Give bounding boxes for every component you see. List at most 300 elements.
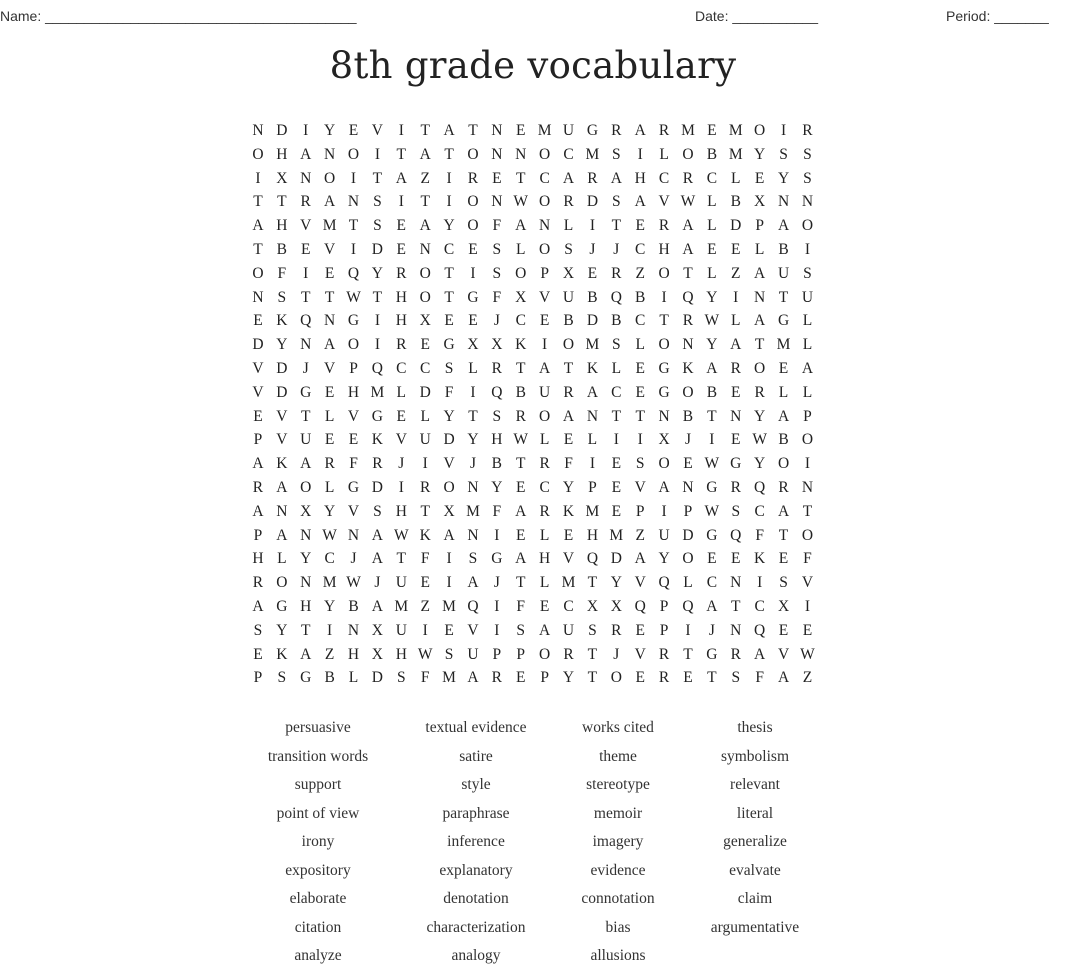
grid-letter: L	[516, 240, 526, 258]
grid-letter: T	[707, 407, 717, 425]
grid-letter: N	[324, 145, 336, 163]
grid-letter: R	[324, 455, 335, 473]
grid-letter: M	[370, 383, 385, 401]
grid-letter: T	[444, 145, 454, 163]
grid-letter: M	[394, 597, 409, 615]
grid-letter: V	[395, 431, 407, 449]
grid-letter: N	[347, 526, 360, 544]
grid-letter: H	[539, 550, 551, 568]
period-field[interactable]: Period: _______	[946, 8, 1049, 24]
grid-letter: P	[540, 264, 549, 282]
grid-letter: H	[658, 240, 670, 258]
word-list-item: expository	[285, 861, 351, 879]
grid-letter: S	[444, 359, 454, 377]
grid-row	[246, 286, 822, 310]
grid-letter: I	[446, 193, 452, 211]
grid-letter: V	[252, 359, 264, 377]
grid-letter: Y	[371, 264, 383, 282]
grid-letter: E	[778, 359, 789, 377]
grid-letter: I	[327, 621, 333, 639]
grid-letter: O	[801, 431, 814, 449]
grid-letter: P	[540, 669, 549, 687]
grid-letter: Q	[467, 597, 479, 615]
grid-letter: V	[324, 359, 336, 377]
grid-letter: O	[515, 264, 527, 282]
grid-letter: R	[658, 669, 670, 687]
grid-letter: X	[562, 264, 575, 282]
grid-letter: S	[373, 193, 382, 211]
grid-letter: U	[777, 264, 790, 282]
grid-letter: E	[516, 526, 526, 544]
grid-letter: L	[683, 574, 693, 592]
grid-letter: W	[393, 526, 409, 544]
grid-letter: V	[252, 383, 264, 401]
grid-letter: S	[468, 550, 478, 568]
grid-letter: E	[563, 431, 574, 449]
grid-letter: E	[731, 431, 741, 449]
grid-letter: Q	[634, 597, 646, 615]
grid-letter: L	[802, 312, 813, 330]
grid-row	[246, 452, 822, 476]
grid-letter: B	[348, 597, 359, 615]
grid-letter: A	[706, 597, 718, 615]
grid-letter: Q	[754, 478, 766, 496]
date-field[interactable]: Date: ___________	[695, 8, 818, 24]
grid-letter: Y	[706, 336, 718, 354]
grid-letter: T	[420, 122, 430, 139]
grid-row	[246, 167, 822, 191]
grid-letter: H	[252, 550, 264, 568]
grid-letter: E	[516, 669, 526, 687]
grid-letter: G	[491, 550, 503, 568]
grid-letter: X	[754, 193, 766, 211]
word-list-item: evalvate	[729, 861, 781, 879]
grid-letter: O	[467, 145, 479, 163]
grid-letter: K	[515, 336, 527, 354]
grid-letter: A	[706, 359, 718, 377]
grid-letter: H	[491, 431, 503, 449]
grid-letter: N	[491, 193, 503, 211]
grid-letter: A	[371, 597, 383, 615]
word-list-item: connotation	[581, 890, 655, 907]
grid-letter: S	[444, 645, 454, 663]
grid-letter: O	[539, 193, 551, 211]
grid-letter: R	[252, 478, 264, 496]
word-list-item: citation	[294, 918, 342, 936]
grid-row	[246, 524, 822, 548]
grid-letter: D	[371, 669, 383, 687]
grid-letter: R	[563, 193, 574, 211]
grid-letter: R	[467, 169, 479, 187]
grid-letter: N	[300, 574, 312, 592]
grid-letter: Y	[562, 478, 575, 496]
grid-letter: W	[322, 526, 337, 544]
grid-letter: S	[731, 502, 741, 520]
grid-letter: V	[777, 645, 790, 663]
grid-letter: I	[422, 621, 428, 639]
grid-letter: R	[563, 383, 574, 401]
grid-letter: L	[778, 383, 789, 401]
grid-letter: P	[253, 669, 263, 687]
grid-letter: O	[562, 336, 575, 354]
grid-letter: T	[587, 669, 598, 687]
grid-letter: H	[276, 145, 288, 163]
word-list-item: stereotype	[586, 776, 650, 793]
grid-letter: A	[610, 169, 622, 187]
grid-letter: A	[730, 336, 742, 354]
word-list-item: support	[294, 776, 342, 793]
grid-row	[246, 381, 822, 405]
grid-letter: B	[778, 431, 789, 449]
grid-letter: X	[515, 288, 527, 306]
grid-letter: A	[276, 526, 288, 544]
grid-letter: A	[539, 621, 551, 639]
grid-letter: T	[300, 407, 311, 425]
grid-letter: E	[444, 621, 454, 639]
grid-letter: T	[444, 288, 454, 306]
grid-letter: A	[682, 240, 694, 258]
grid-letter: L	[611, 359, 622, 377]
grid-letter: I	[589, 455, 595, 473]
grid-letter: C	[324, 550, 335, 568]
grid-letter: H	[395, 645, 407, 663]
grid-letter: T	[516, 169, 526, 187]
grid-letter: A	[634, 550, 646, 568]
grid-letter: B	[491, 455, 503, 473]
word-list-item: theme	[599, 747, 637, 765]
grid-letter: R	[658, 217, 670, 235]
grid-letter: L	[396, 383, 407, 401]
grid-letter: T	[300, 621, 311, 639]
grid-letter: L	[802, 336, 813, 354]
word-list-item: argumentative	[710, 918, 800, 936]
grid-letter: F	[492, 217, 502, 235]
grid-letter: O	[419, 264, 431, 282]
grid-letter: U	[562, 122, 575, 139]
grid-letter: A	[252, 217, 264, 235]
grid-letter: T	[468, 407, 478, 425]
grid-letter: G	[706, 645, 718, 663]
grid-letter: I	[350, 240, 357, 258]
grid-letter: Q	[371, 359, 383, 377]
grid-letter: A	[562, 169, 575, 187]
grid-letter: E	[348, 431, 359, 449]
grid-letter: S	[253, 621, 263, 639]
grid-letter: Y	[610, 574, 622, 592]
grid-letter: E	[516, 122, 526, 139]
grid-letter: T	[253, 193, 263, 211]
grid-letter: O	[539, 145, 551, 163]
grid-letter: T	[396, 145, 407, 163]
grid-letter: Y	[324, 502, 336, 520]
grid-letter: B	[515, 383, 526, 401]
grid-letter: O	[658, 264, 670, 282]
grid-letter: G	[300, 669, 312, 687]
grid-letter: E	[539, 597, 550, 615]
grid-letter: M	[322, 574, 337, 592]
grid-letter: C	[396, 359, 407, 377]
grid-letter: K	[562, 502, 575, 520]
grid-letter: O	[443, 478, 455, 496]
grid-letter: U	[467, 645, 479, 663]
grid-letter: D	[419, 383, 431, 401]
grid-letter: U	[395, 621, 407, 639]
grid-letter: O	[467, 193, 479, 211]
grid-letter: I	[446, 550, 452, 568]
grid-letter: P	[349, 359, 358, 377]
grid-row	[246, 571, 822, 595]
grid-letter: N	[682, 336, 694, 354]
grid-letter: V	[539, 288, 551, 306]
grid-letter: E	[707, 122, 717, 139]
grid-letter: I	[780, 122, 787, 139]
grid-letter: B	[635, 288, 646, 306]
grid-letter: W	[704, 455, 720, 473]
grid-letter: I	[613, 431, 619, 449]
grid-letter: G	[467, 288, 479, 306]
grid-letter: X	[467, 336, 479, 354]
grid-letter: X	[371, 645, 383, 663]
grid-letter: A	[324, 336, 336, 354]
grid-letter: Y	[324, 122, 336, 139]
grid-letter: J	[708, 621, 715, 639]
grid-letter: L	[802, 383, 813, 401]
grid-letter: N	[730, 574, 742, 592]
name-field[interactable]: Name: ________________________________________	[0, 8, 357, 24]
grid-letter: V	[634, 645, 646, 663]
grid-letter: O	[682, 383, 694, 401]
grid-row	[246, 476, 822, 500]
grid-letter: E	[420, 574, 430, 592]
grid-letter: A	[539, 359, 551, 377]
grid-letter: G	[371, 407, 383, 425]
grid-letter: D	[371, 240, 383, 258]
grid-letter: E	[635, 359, 645, 377]
word-list-item: allusions	[590, 947, 646, 964]
grid-letter: Q	[730, 526, 742, 544]
grid-letter: N	[777, 193, 790, 211]
grid-letter: N	[276, 502, 288, 520]
grid-letter: C	[635, 240, 646, 258]
grid-letter: I	[470, 264, 476, 282]
grid-letter: L	[635, 336, 645, 354]
word-list-item: persuasive	[285, 719, 351, 736]
grid-letter: G	[777, 312, 790, 330]
grid-letter: E	[635, 669, 645, 687]
grid-letter: E	[324, 264, 335, 282]
grid-letter: S	[779, 145, 788, 163]
grid-letter: M	[681, 122, 695, 139]
word-list-row	[0, 714, 1066, 743]
grid-letter: D	[610, 550, 622, 568]
grid-letter: G	[658, 383, 670, 401]
grid-letter: R	[515, 407, 526, 425]
grid-letter: A	[395, 169, 407, 187]
grid-letter: I	[494, 597, 500, 615]
grid-row	[246, 143, 822, 167]
grid-letter: M	[585, 145, 600, 163]
grid-letter: O	[658, 455, 670, 473]
grid-letter: E	[778, 550, 789, 568]
grid-letter: U	[419, 431, 431, 449]
grid-letter: A	[324, 193, 336, 211]
grid-letter: S	[492, 264, 502, 282]
grid-letter: X	[586, 597, 599, 615]
grid-letter: E	[396, 240, 407, 258]
grid-letter: Q	[682, 597, 694, 615]
grid-letter: I	[398, 122, 404, 139]
grid-letter: Y	[706, 288, 718, 306]
grid-letter: V	[347, 502, 360, 520]
grid-letter: A	[754, 645, 766, 663]
grid-letter: Q	[347, 264, 360, 282]
grid-letter: R	[252, 574, 264, 592]
grid-letter: I	[398, 478, 404, 496]
grid-letter: S	[803, 169, 812, 187]
grid-letter: L	[324, 478, 335, 496]
word-list-row	[0, 914, 1066, 943]
grid-letter: A	[252, 502, 264, 520]
grid-letter: A	[443, 122, 455, 139]
grid-letter: I	[661, 288, 667, 306]
grid-letter: E	[587, 264, 598, 282]
word-list-item: symbolism	[720, 747, 790, 765]
grid-letter: F	[420, 550, 430, 568]
grid-letter: K	[754, 550, 766, 568]
grid-letter: E	[324, 383, 335, 401]
grid-letter: X	[658, 431, 670, 449]
grid-letter: E	[707, 550, 717, 568]
grid-letter: O	[777, 455, 790, 473]
grid-letter: V	[443, 455, 455, 473]
grid-letter: N	[539, 217, 551, 235]
grid-letter: L	[754, 240, 765, 258]
grid-row	[246, 643, 822, 667]
word-list-item: claim	[737, 890, 773, 907]
grid-letter: N	[300, 336, 312, 354]
grid-letter: P	[492, 645, 502, 663]
grid-letter: U	[395, 574, 407, 592]
grid-letter: R	[420, 478, 431, 496]
grid-letter: V	[467, 621, 479, 639]
grid-letter: A	[371, 550, 383, 568]
grid-letter: L	[563, 217, 574, 235]
grid-letter: G	[276, 597, 288, 615]
grid-letter: B	[587, 288, 598, 306]
grid-letter: N	[658, 407, 670, 425]
grid-letter: U	[300, 431, 312, 449]
grid-letter: O	[252, 264, 264, 282]
grid-letter: N	[515, 145, 527, 163]
grid-letter: O	[467, 217, 479, 235]
word-list-item: elaborate	[289, 890, 347, 907]
word-list-item: transition words	[267, 747, 369, 765]
grid-letter: L	[731, 169, 741, 187]
grid-letter: I	[422, 455, 428, 473]
grid-letter: D	[443, 431, 455, 449]
grid-row	[246, 214, 822, 238]
grid-letter: Z	[802, 669, 813, 687]
grid-letter: O	[682, 145, 694, 163]
grid-letter: D	[252, 336, 264, 354]
grid-letter: N	[300, 169, 312, 187]
grid-letter: A	[801, 359, 814, 377]
grid-letter: B	[611, 312, 622, 330]
grid-letter: L	[420, 407, 430, 425]
grid-letter: R	[300, 193, 311, 211]
grid-letter: R	[754, 383, 765, 401]
grid-letter: V	[347, 407, 360, 425]
grid-letter: W	[800, 645, 815, 663]
grid-letter: E	[802, 621, 813, 639]
grid-letter: E	[492, 169, 502, 187]
grid-letter: C	[635, 312, 646, 330]
grid-letter: F	[516, 597, 526, 615]
grid-letter: A	[562, 407, 575, 425]
grid-letter: Q	[658, 574, 670, 592]
grid-letter: Y	[276, 621, 288, 639]
grid-letter: K	[276, 455, 288, 473]
grid-letter: N	[252, 288, 264, 306]
grid-letter: G	[443, 336, 455, 354]
grid-letter: P	[635, 502, 645, 520]
grid-letter: O	[347, 336, 360, 354]
page-title: 8th grade vocabulary	[329, 44, 737, 87]
grid-letter: T	[444, 264, 454, 282]
grid-letter: R	[491, 669, 503, 687]
grid-letter: J	[493, 574, 500, 592]
grid-letter: A	[300, 145, 312, 163]
grid-letter: I	[637, 145, 643, 163]
word-list-item: satire	[459, 747, 493, 765]
grid-letter: G	[586, 122, 599, 139]
grid-letter: Z	[420, 169, 430, 187]
word-list-item: characterization	[426, 918, 526, 936]
grid-letter: L	[277, 550, 287, 568]
grid-letter: O	[754, 122, 766, 139]
word-list-item: explanatory	[439, 861, 513, 879]
grid-row	[246, 238, 822, 262]
grid-letter: S	[492, 240, 502, 258]
grid-letter: N	[682, 478, 694, 496]
grid-letter: I	[350, 169, 357, 187]
word-list-row	[0, 857, 1066, 886]
grid-letter: J	[469, 455, 476, 473]
grid-letter: B	[706, 383, 718, 401]
grid-letter: A	[443, 526, 455, 544]
grid-letter: O	[252, 145, 264, 163]
grid-letter: K	[419, 526, 431, 544]
grid-row	[246, 619, 822, 643]
grid-letter: H	[634, 169, 646, 187]
grid-letter: C	[539, 169, 550, 187]
grid-letter: O	[539, 645, 551, 663]
grid-letter: R	[778, 478, 789, 496]
grid-letter: B	[778, 240, 789, 258]
grid-letter: J	[493, 312, 500, 330]
grid-letter: T	[659, 312, 669, 330]
grid-letter: Z	[731, 264, 741, 282]
grid-letter: X	[300, 502, 312, 520]
grid-letter: R	[658, 122, 670, 139]
grid-letter: N	[801, 193, 814, 211]
grid-letter: V	[276, 407, 288, 425]
word-list-item: imagery	[592, 833, 644, 850]
grid-letter: L	[587, 431, 598, 449]
grid-letter: W	[346, 288, 361, 306]
grid-letter: U	[562, 621, 575, 639]
grid-letter: T	[635, 407, 645, 425]
